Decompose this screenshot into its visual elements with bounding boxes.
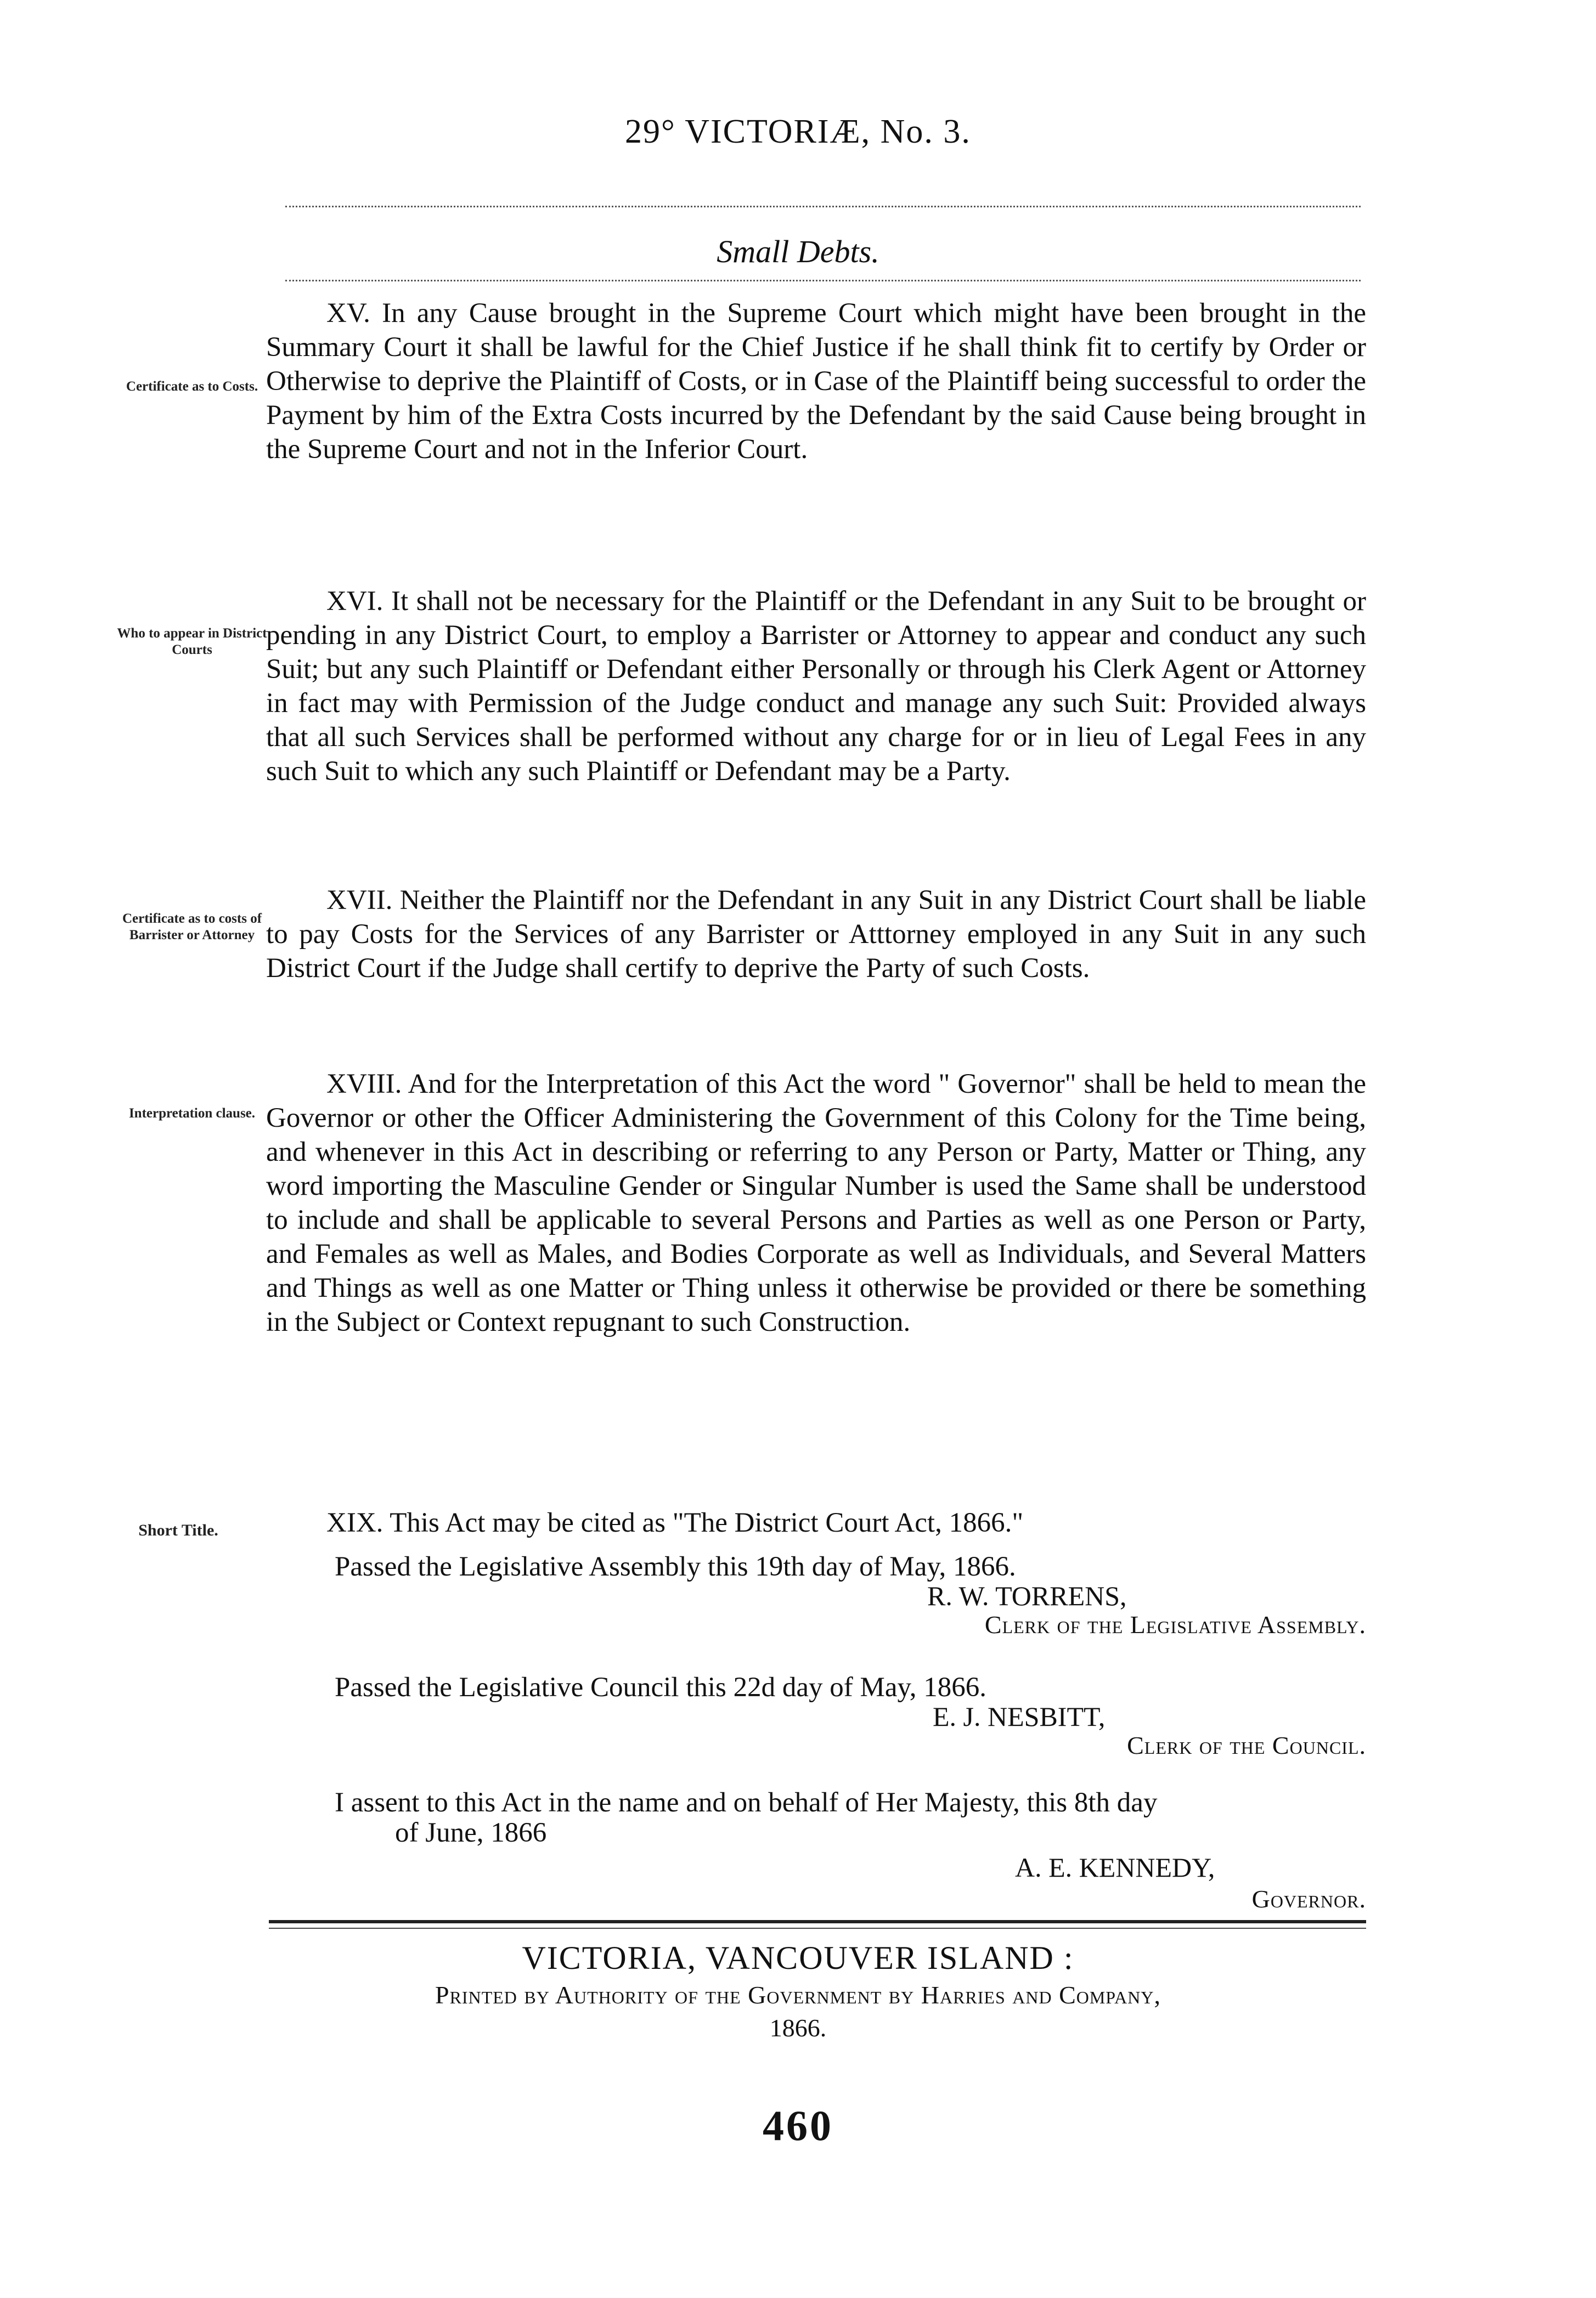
page-number: 460 (763, 2102, 833, 2149)
assent-line-1: I assent to this Act in the name and on behalf of Her Majesty, this 8th day (335, 1787, 1158, 1818)
margin-note-who-to-appear: Who to appear in District Courts (117, 626, 267, 657)
section-xviii-text: XVIII. And for the Interpretation of this Act the word " Governor" shall be held to mean the Governor or other the Officer Administering the Government of this Colony for the Time being, and whenever in this Act in describing or referring to any Person or Party, Matter or Thing, any word importing the Masculine Gender or Singular Number is used the Same shall be understood to include and shall be applicable to several Persons and Parties as well as one Person or Party, and Females as well as Males, and Bodies Corporate as well as Individuals, and Several Matters and Things as well as one Matter or Thing unless it otherwise be provided or there be something in the Subject or Context repugnant to such Construction. (266, 1069, 1366, 1337)
section-xv-text: XV. In any Cause brought in the Supreme Court which might have been brought in the Summary Court it shall be lawful for the Chief Justice if he shall think fit to certify by Order or Otherwise to deprive the Plaintiff of Costs, or in Case of the Plaintiff being successful to order the Payment by him of the Extra Costs incurred by the Defendant by the said Cause being brought in the Supreme Court and not in the Inferior Court. (266, 298, 1366, 465)
page-subtitle: Small Debts. (717, 234, 879, 269)
assembly-passed-line: Passed the Legislative Assembly this 19th day of May, 1866. (335, 1551, 1016, 1582)
margin-note-certificate-costs: Certificate as to Costs. (126, 379, 258, 394)
assent-line-2: of June, 1866 (395, 1817, 547, 1848)
council-clerk-title: Clerk of the Council. (1127, 1731, 1366, 1759)
section-xvii-text: XVII. Neither the Plaintiff nor the Defendant in any Suit in any District Court shall be liable to pay Costs for the Services of any Barrister or Atttorney employed in any Suit in any such District Court if the Judge shall certify to deprive the Party of such Costs. (266, 885, 1366, 984)
section-xix-text: XIX. This Act may be cited as "The District Court Act, 1866." (326, 1507, 1024, 1538)
header-divider-bottom (285, 280, 1361, 281)
imprint-rule-thin (269, 1928, 1366, 1929)
imprint-printer: Printed by Authority of the Government by Harries and Company, (435, 1981, 1161, 2009)
margin-note-certificate-barrister: Certificate as to costs of Barrister or Attorney (122, 911, 262, 942)
imprint-rule-thick (269, 1920, 1366, 1923)
section-xviii (266, 1067, 1366, 1339)
section-xv (266, 296, 1366, 466)
imprint-year: 1866. (769, 2014, 827, 2042)
section-xix (266, 1506, 1366, 1540)
header-divider-top (285, 206, 1361, 207)
margin-note-short-title: Short Title. (138, 1521, 218, 1539)
assembly-clerk-name: R. W. TORRENS, (927, 1580, 1127, 1611)
section-xvi (266, 584, 1366, 788)
governor-name: A. E. KENNEDY, (1015, 1852, 1215, 1883)
governor-title: Governor. (1251, 1885, 1366, 1913)
imprint-place: VICTORIA, VANCOUVER ISLAND : (522, 1940, 1074, 1976)
council-passed-line: Passed the Legislative Council this 22d day of May, 1866. (335, 1672, 986, 1703)
assembly-clerk-title: Clerk of the Legislative Assembly. (984, 1611, 1366, 1639)
margin-note-interpretation: Interpretation clause. (128, 1106, 256, 1121)
page-title: 29° VICTORIÆ, No. 3. (625, 113, 971, 150)
section-xvi-text: XVI. It shall not be necessary for the Plaintiff or the Defendant in any Suit to be brought or pending in any District Court, to employ a Barrister or Attorney to appear and conduct any such Suit; but any such Plaintiff or Defendant either Personally or through his Clerk Agent or Attorney in fact may with Permission of the Judge conduct and manage any such Suit: Provided always that all such Services shall be performed without any charge for or in lieu of Legal Fees in any such Suit to which any such Plaintiff or Defendant may be a Party. (266, 586, 1366, 787)
section-xvii (266, 883, 1366, 985)
council-clerk-name: E. J. NESBITT, (933, 1701, 1106, 1732)
